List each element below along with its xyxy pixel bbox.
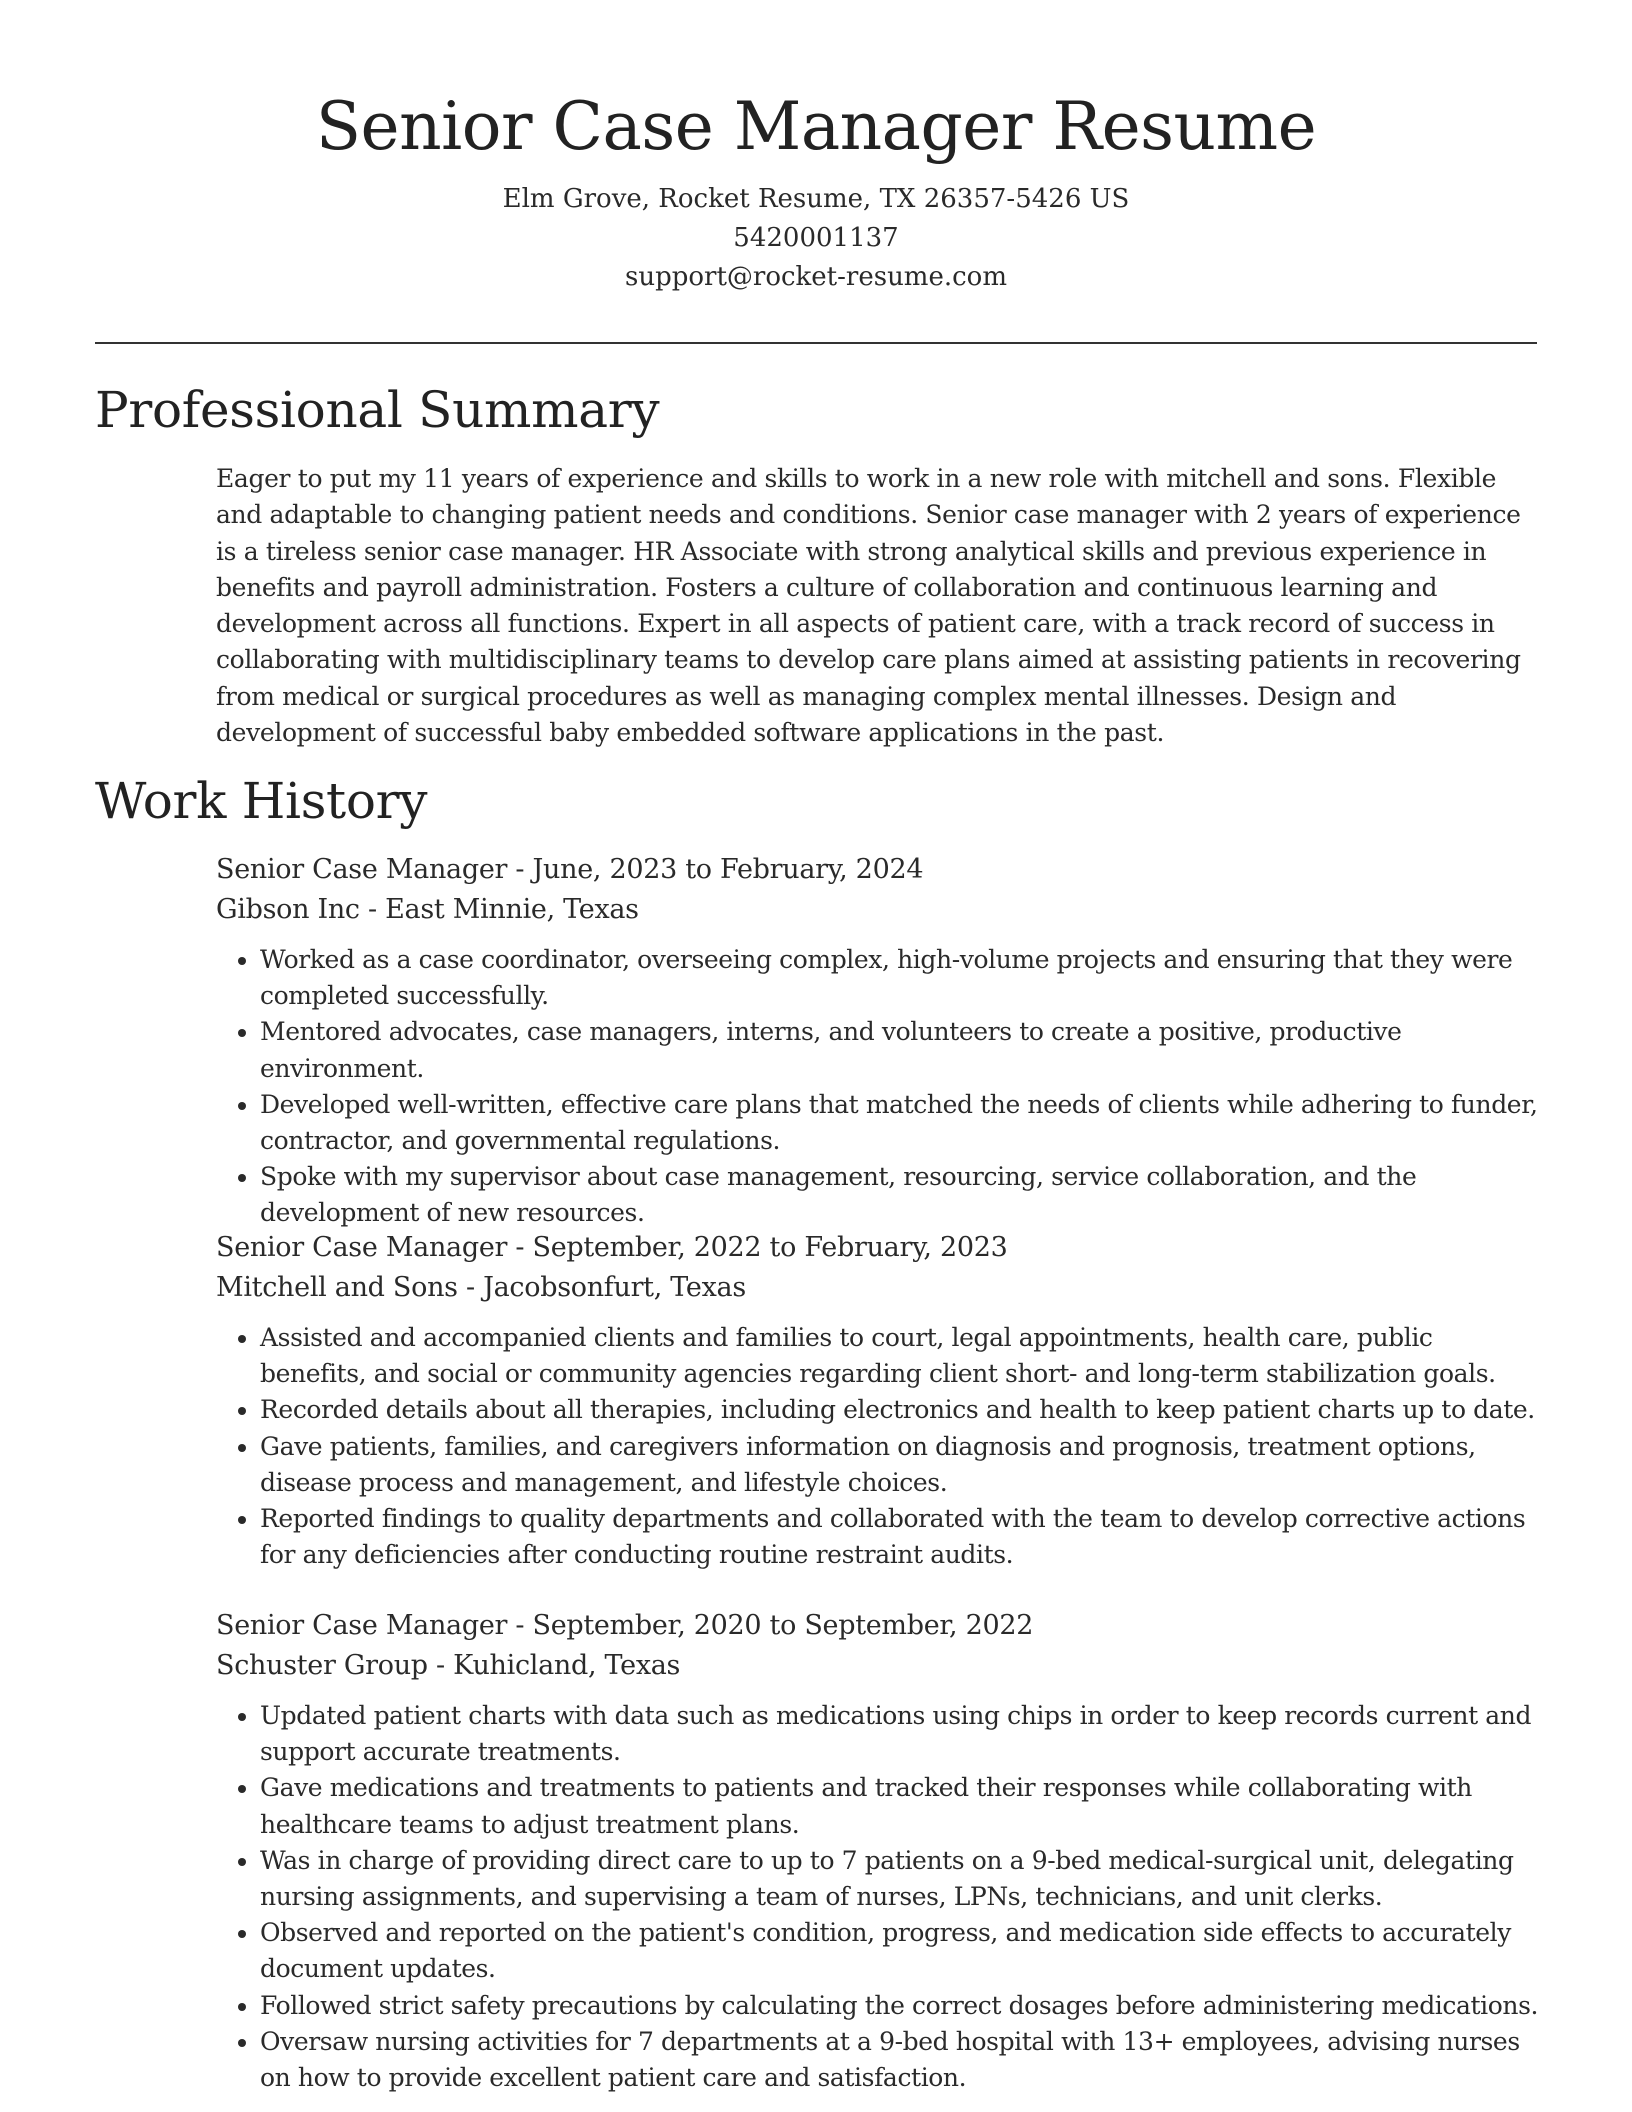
job-bullet: • Followed strict safety precautions by calculating the correct dosages before administering medications. xyxy=(260,1988,1544,2024)
contact-phone: 5420001137 xyxy=(733,223,899,253)
job-bullet: • Reported findings to quality departments and collaborated with the team to develop corrective actions for any deficiencies after conducting routine restraint audits. xyxy=(260,1501,1544,1573)
job-entry xyxy=(216,1606,1544,2096)
resume-title: Senior Case Manager Resume xyxy=(315,88,1317,165)
contact-block xyxy=(95,180,1537,297)
job-bullet: • Gave medications and treatments to patients and tracked their responses while collaborating with healthcare teams to adjust treatment plans. xyxy=(260,1770,1544,1842)
job-bullet: • Worked as a case coordinator, overseeing complex, high-volume projects and ensuring that they were completed successfully. xyxy=(260,942,1544,1014)
resume-header xyxy=(95,82,1537,297)
work-history-heading: Work History xyxy=(95,772,428,830)
job-bullet: • Gave patients, families, and caregivers information on diagnosis and prognosis, treatment options, disease process and management, and lifestyle choices. xyxy=(260,1429,1544,1501)
contact-email: support@rocket-resume.com xyxy=(624,262,1007,292)
job-company-line: Gibson Inc - East Minnie, Texas xyxy=(216,894,639,925)
job-bullet: • Assisted and accompanied clients and families to court, legal appointments, health care, public benefits, and social or community agencies regarding client short- and long-term stabilization goals. xyxy=(260,1320,1544,1392)
job-bullet: • Developed well-written, effective care plans that matched the needs of clients while adhering to funder, contractor, and governmental regulations. xyxy=(260,1087,1544,1159)
job-bullet-list xyxy=(216,1698,1544,2096)
job-entry xyxy=(216,850,1544,1232)
job-title-line: Senior Case Manager - September, 2022 to February, 2023 xyxy=(216,1232,1008,1263)
job-bullet: • Recorded details about all therapies, including electronics and health to keep patient charts up to date. xyxy=(260,1392,1544,1428)
job-entry xyxy=(216,1228,1544,1573)
header-divider xyxy=(95,342,1537,344)
job-bullet-list xyxy=(216,942,1544,1232)
summary-heading: Professional Summary xyxy=(95,381,660,439)
job-title-line: Senior Case Manager - September, 2020 to September, 2022 xyxy=(216,1610,1034,1641)
contact-address: Elm Grove, Rocket Resume, TX 26357-5426 US xyxy=(502,184,1130,214)
job-bullet: • Updated patient charts with data such as medications using chips in order to keep records current and support accurate treatments. xyxy=(260,1698,1544,1770)
job-title-line: Senior Case Manager - June, 2023 to February, 2024 xyxy=(216,854,924,885)
job-company-line: Schuster Group - Kuhicland, Texas xyxy=(216,1650,681,1681)
summary-text: Eager to put my 11 years of experience and skills to work in a new role with mitchell and sons. Flexible and adaptable to changing patient needs and conditions. Senior case manager with 2 years of experience is a tireless senior case manager. HR Associate with strong analytical skills and previous experience in benefits and payroll administration. Fosters a culture of collaboration and continuous learning and development across all functions. Expert in all aspects of patient care, with a track record of success in collaborating with multidisciplinary teams to develop care plans aimed at assisting patients in recovering from medical or surgical procedures as well as managing complex mental illnesses. Design and development of successful baby embedded software applications in the past. xyxy=(216,464,1521,748)
job-bullet: • Oversaw nursing activities for 7 departments at a 9-bed hospital with 13+ employees, advising nurses on how to provide excellent patient care and satisfaction. xyxy=(260,2024,1544,2096)
job-bullet: • Spoke with my supervisor about case management, resourcing, service collaboration, and the development of new resources. xyxy=(260,1159,1544,1231)
job-company-line: Mitchell and Sons - Jacobsonfurt, Texas xyxy=(216,1272,746,1303)
job-bullet: • Mentored advocates, case managers, interns, and volunteers to create a positive, productive environment. xyxy=(260,1014,1544,1086)
job-bullet-list xyxy=(216,1320,1544,1573)
job-bullet: • Was in charge of providing direct care to up to 7 patients on a 9-bed medical-surgical unit, delegating nursing assignments, and supervising a team of nurses, LPNs, technicians, and unit clerks. xyxy=(260,1843,1544,1915)
job-bullet: • Observed and reported on the patient's condition, progress, and medication side effects to accurately document updates. xyxy=(260,1915,1544,1987)
